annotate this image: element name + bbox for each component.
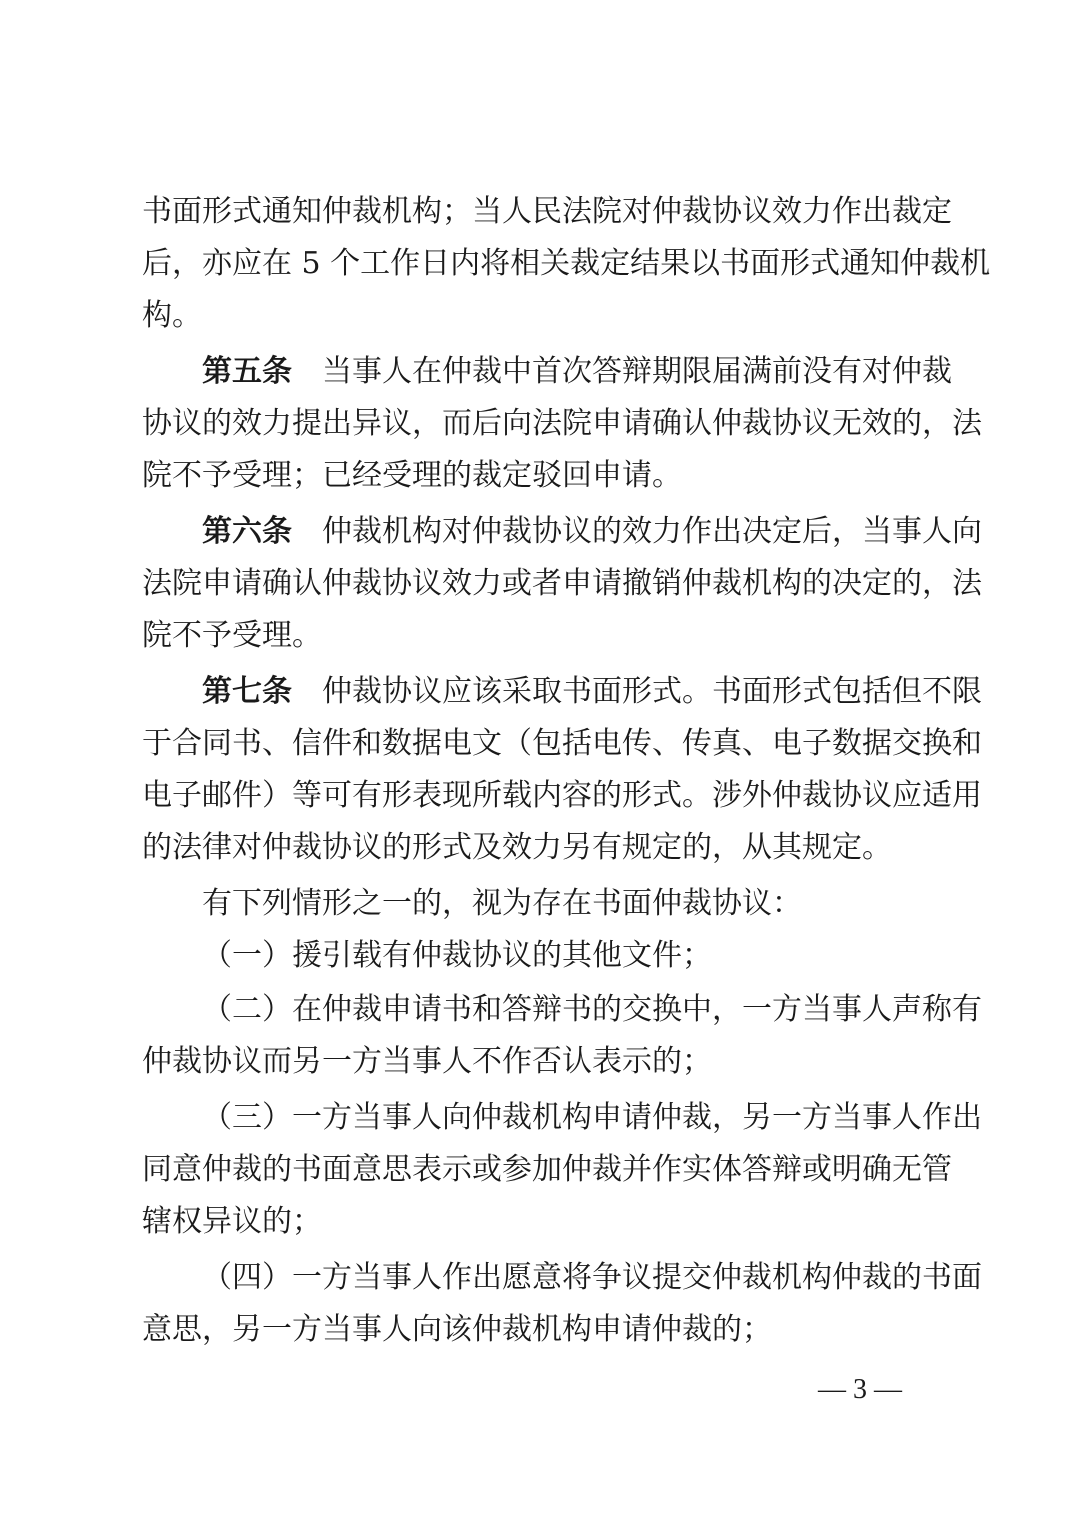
list-item-3: （三）一方当事人向仲裁机构申请仲裁，另一方当事人作出	[202, 1100, 982, 1135]
body-line: 的法律对仲裁协议的形式及效力另有规定的，从其规定。	[142, 830, 892, 865]
article-5-heading: 第五条	[202, 354, 292, 389]
article-6-heading: 第六条	[202, 514, 292, 549]
body-text: 仲裁协议应该采取书面形式。书面形式包括但不限	[322, 674, 982, 709]
page-number: — 3 —	[818, 1374, 902, 1405]
body-line: 院不予受理；已经受理的裁定驳回申请。	[142, 458, 682, 493]
body-line: 同意仲裁的书面意思表示或参加仲裁并作实体答辩或明确无管	[142, 1152, 952, 1187]
list-item-2: （二）在仲裁申请书和答辩书的交换中，一方当事人声称有	[202, 992, 982, 1027]
article-5-first-line	[202, 350, 952, 394]
article-7-heading: 第七条	[202, 674, 292, 709]
body-line: 电子邮件）等可有形表现所载内容的形式。涉外仲裁协议应适用	[142, 778, 982, 813]
body-line: 院不予受理。	[142, 618, 322, 653]
body-text: 当事人在仲裁中首次答辩期限届满前没有对仲裁	[322, 354, 952, 389]
list-intro: 有下列情形之一的，视为存在书面仲裁协议：	[202, 886, 802, 921]
body-line: 协议的效力提出异议，而后向法院申请确认仲裁协议无效的，法	[142, 406, 982, 441]
body-line: 构。	[142, 298, 202, 333]
body-line: 仲裁协议而另一方当事人不作否认表示的；	[142, 1044, 712, 1079]
body-line: 于合同书、信件和数据电文（包括电传、传真、电子数据交换和	[142, 726, 982, 761]
article-7-first-line	[202, 670, 982, 714]
list-item-1: （一）援引载有仲裁协议的其他文件；	[202, 938, 712, 973]
body-text: 仲裁机构对仲裁协议的效力作出决定后，当事人向	[322, 514, 982, 549]
body-line: 法院申请确认仲裁协议效力或者申请撤销仲裁机构的决定的，法	[142, 566, 982, 601]
body-line: 辖权异议的；	[142, 1204, 322, 1239]
body-line: 书面形式通知仲裁机构；当人民法院对仲裁协议效力作出裁定	[142, 194, 952, 229]
body-line: 后，亦应在 5 个工作日内将相关裁定结果以书面形式通知仲裁机	[142, 246, 991, 281]
article-6-first-line	[202, 510, 982, 554]
body-line: 意思，另一方当事人向该仲裁机构申请仲裁的；	[142, 1312, 772, 1347]
list-item-4: （四）一方当事人作出愿意将争议提交仲裁机构仲裁的书面	[202, 1260, 982, 1295]
